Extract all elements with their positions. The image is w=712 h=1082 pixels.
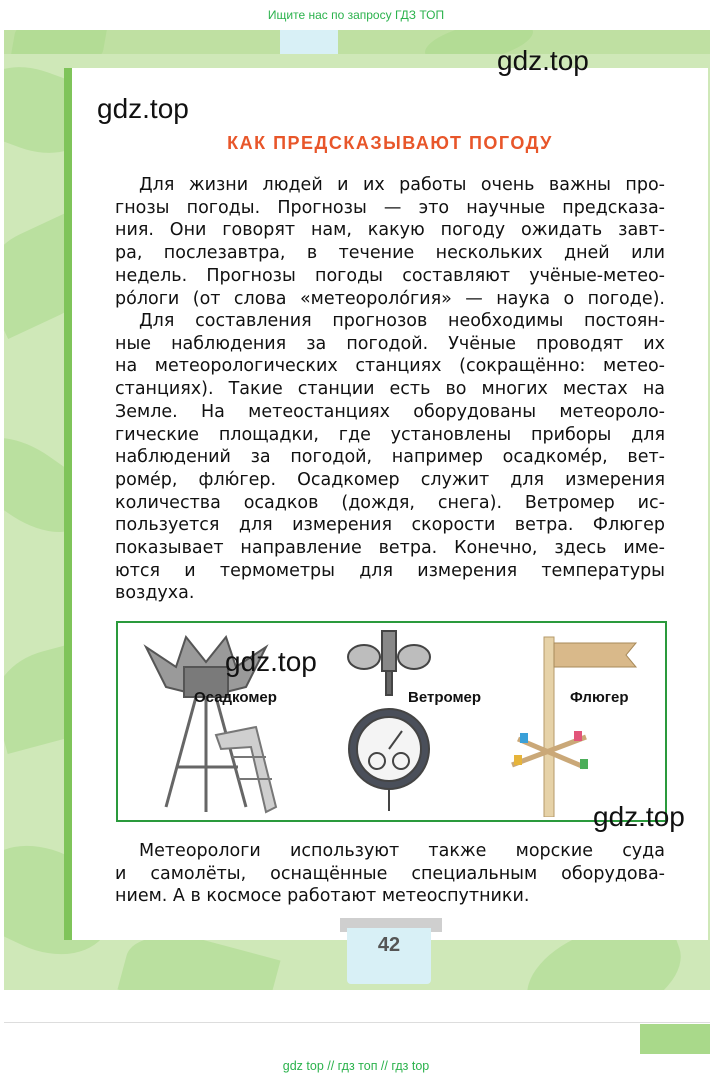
- paragraph-3: [115, 840, 665, 908]
- next-page-accent: [640, 1024, 710, 1054]
- text-line: роме́р, флю́гер. Осадкомер служит для измерения: [115, 469, 665, 490]
- next-page-preview: [4, 1022, 710, 1055]
- text-line: ния. Они говорят нам, какую погоду ожидать завт-: [115, 220, 665, 241]
- text-line: гнозы погоды. Прогнозы — это научные предсказа-: [115, 197, 665, 218]
- text-line: Для составления прогнозов необходимы постоян-: [139, 311, 665, 331]
- rain-gauge-label: Осадкомер: [194, 689, 277, 706]
- weather-vane-illustration: [508, 627, 658, 817]
- text-line: и самолёты, оснащённые специальным оборудова-: [115, 863, 665, 884]
- paragraph-2: [115, 310, 665, 605]
- weather-vane-label: Флюгер: [570, 689, 629, 706]
- text-line: ные наблюдения за погодой. Учёные проводят их: [115, 333, 665, 354]
- text-line: Для жизни людей и их работы очень важны про-: [139, 175, 665, 195]
- text-line: ются и термометры для измерения температуры: [115, 560, 665, 581]
- watermark: gdz.top: [225, 646, 317, 677]
- text-line: воздуха.: [115, 583, 195, 604]
- text-line: недель. Прогнозы погоды составляют учёные-метео-: [115, 265, 665, 286]
- page-top-strip: [4, 30, 710, 54]
- watermark: gdz.top: [97, 93, 189, 124]
- lesson-title: КАК ПРЕДСКАЗЫВАЮТ ПОГОДУ: [227, 133, 553, 153]
- anemometer-label: Ветромер: [408, 689, 482, 706]
- text-line: Земле. На метеостанциях оборудованы метеороло-: [115, 401, 665, 422]
- text-line: гические площадки, где установлены приборы для: [115, 424, 665, 445]
- page-tab: [280, 30, 338, 54]
- text-line: Метеорологи используют также морские суда: [139, 841, 665, 861]
- leaf-decoration: [11, 30, 107, 54]
- text-line: количества осадков (дождя, снега). Ветромер ис-: [115, 492, 665, 513]
- text-line: наблюдений за погодой, например осадкоме́р, вет-: [115, 447, 665, 468]
- watermark: gdz.top: [593, 801, 685, 832]
- text-line: показывает направление ветра. Конечно, здесь име-: [115, 538, 665, 559]
- text-line: пользуется для измерения скорости ветра. Флюгер: [115, 515, 665, 536]
- text-line: ро́логи (от слова «метеороло́гия» — наука о погоде).: [115, 288, 665, 309]
- text-line: нием. А в космосе работают метеоспутники.: [115, 886, 530, 907]
- page-number: 42: [377, 934, 401, 956]
- paragraph-1: [115, 174, 665, 310]
- text-line: станциях). Такие станции есть во многих местах на: [115, 379, 665, 400]
- text-line: ра, послезавтра, в течение нескольких дней или: [115, 243, 665, 264]
- instruments-figure: [116, 621, 667, 822]
- anemometer-illustration: [344, 627, 434, 817]
- text-line: на метеорологических станциях (сокращённо: метео-: [115, 356, 665, 377]
- watermark: gdz.top: [497, 45, 589, 76]
- search-hint-banner: Ищите нас по запросу ГДЗ ТОП: [267, 8, 445, 22]
- sheet-edge: [64, 68, 72, 940]
- footer-links: gdz top // гдз топ // гдз top: [282, 1059, 430, 1073]
